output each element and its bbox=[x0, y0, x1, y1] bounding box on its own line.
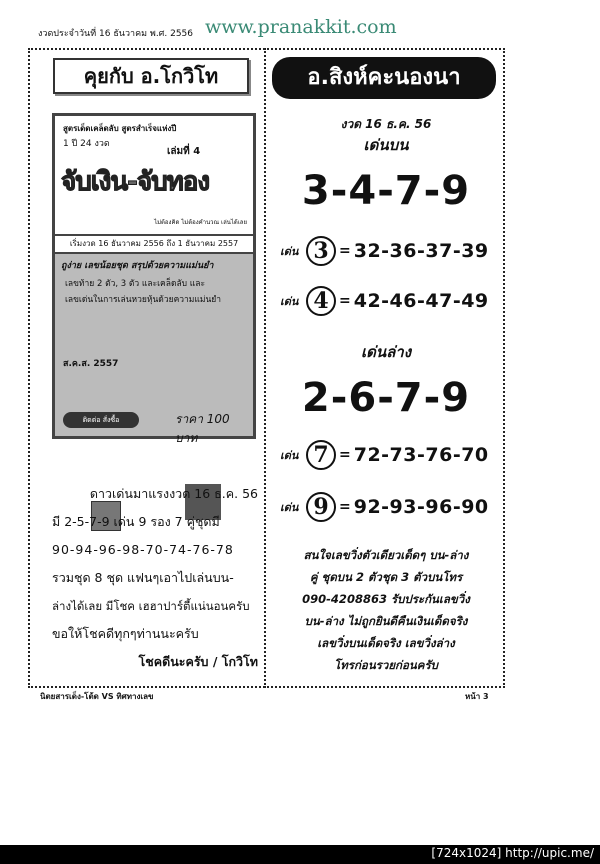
ad-line2: 1 ปี 24 งวด bbox=[63, 139, 110, 149]
lower-numbers: 2-6-7-9 bbox=[301, 375, 471, 421]
upper-label: เด่นบน bbox=[363, 136, 409, 154]
lower-row bbox=[280, 492, 489, 522]
ad-contact-button: ติดต่อ สั่งซื้อ bbox=[63, 412, 139, 428]
text-line: ดาวเด่นมาแรงงวด 16 ธ.ค. 56 bbox=[89, 486, 258, 501]
draw-date: งวด 16 ธ.ค. 56 bbox=[340, 117, 432, 131]
circled-digit: 4 bbox=[306, 286, 336, 316]
ad-tagline: ไม่ต้องคิด ไม่ต้องคำนวณ เล่นได้เลย bbox=[154, 219, 247, 226]
advertisement bbox=[52, 113, 256, 445]
row-label: เด่น bbox=[280, 295, 299, 308]
ad-issue: เล่มที่ 4 bbox=[167, 146, 201, 157]
column-divider bbox=[264, 48, 266, 688]
circled-digit: 7 bbox=[306, 440, 336, 470]
ad-text1: เลขท้าย 2 ตัว, 3 ตัว และเคล็ดลับ และ bbox=[65, 279, 206, 289]
row-numbers: 32-36-37-39 bbox=[353, 240, 489, 262]
right-column-title: อ.สิงห์คะนองนา bbox=[272, 57, 496, 99]
text-line: คู่ ชุดบน 2 ตัวชุด 3 ตัวบนโทร bbox=[309, 570, 463, 584]
text-line: รวมชุด 8 ชุด แฟนๆเอาไปเล่นบน- bbox=[52, 570, 234, 585]
row-numbers: 92-93-96-90 bbox=[353, 496, 489, 518]
watermark-bar bbox=[0, 845, 600, 864]
row-numbers: 72-73-76-70 bbox=[353, 444, 489, 466]
ad-line1: สูตรเด็ดเคล็ดลับ สูตรสำเร็จแห่งปี bbox=[63, 124, 177, 133]
text-line: ล่างได้เลย มีโชค เฮฮาปาร์ตี้แน่นอนครับ bbox=[52, 599, 250, 613]
row-label: เด่น bbox=[280, 501, 299, 514]
text-line: ขอให้โชคดีทุกๆท่านนะครับ bbox=[52, 626, 199, 641]
text-line: บน-ล่าง ไม่ถูกยินดีคืนเงินเด็ดจริง bbox=[304, 614, 468, 628]
text-line: 090-4208863 รับประกันเลขวิ่ง bbox=[302, 592, 470, 606]
text-line: 90-94-96-98-70-74-76-78 bbox=[52, 542, 234, 557]
text-line: สนใจเลขวิ่งตัวเดียวเด็ดๆ บน-ล่าง bbox=[303, 548, 469, 562]
ad-brand: จับเงิน-จับทอง bbox=[61, 167, 210, 197]
equals: = bbox=[339, 293, 351, 309]
row-numbers: 42-46-47-49 bbox=[353, 290, 489, 312]
left-column-text bbox=[52, 480, 258, 676]
ad-headline: ถูง่าย เลขน้อยชุด สรุปด้วยความแม่นยำ bbox=[61, 261, 214, 271]
page-number: หน้า 3 bbox=[465, 692, 489, 701]
upper-row bbox=[280, 236, 489, 266]
ad-dates: เริ่มงวด 16 ธันวาคม 2556 ถึง 1 ธันวาคม 2557 bbox=[55, 234, 253, 254]
ad-price: ราคา 100 บาท bbox=[175, 412, 230, 445]
equals: = bbox=[339, 499, 351, 515]
magazine-name: นิตยสารเด็ง-โต้ด VS ทิศทางเลข bbox=[40, 692, 154, 701]
watermark-text: [724x1024] http://upic.me/ bbox=[431, 846, 594, 860]
ad-text2: เลขเด่นในการเล่นหวยหุ้นด้วยความแม่นยำ bbox=[65, 295, 222, 305]
row-label: เด่น bbox=[280, 449, 299, 462]
right-column-text bbox=[272, 544, 500, 676]
text-line: มี 2-5-7-9 เด่น 9 รอง 7 คู่ชุดมี bbox=[52, 514, 220, 529]
upper-numbers: 3-4-7-9 bbox=[301, 168, 471, 214]
upper-row bbox=[280, 286, 489, 316]
lower-row bbox=[280, 440, 489, 470]
lower-label: เด่นล่าง bbox=[360, 343, 412, 361]
circled-digit: 9 bbox=[306, 492, 336, 522]
text-line: โทรก่อนรวยก่อนครับ bbox=[334, 658, 438, 672]
signature: โชคดีนะครับ / โกวิโท bbox=[138, 654, 258, 669]
circled-digit: 3 bbox=[306, 236, 336, 266]
equals: = bbox=[339, 447, 351, 463]
left-column-title: คุยกับ อ.โกวิโท bbox=[53, 58, 249, 94]
issue-date: งวดประจำวันที่ 16 ธันวาคม พ.ศ. 2556 bbox=[38, 29, 194, 39]
equals: = bbox=[339, 243, 351, 259]
row-label: เด่น bbox=[280, 245, 299, 258]
website-url[interactable]: www.pranakkit.com bbox=[205, 16, 397, 38]
text-line: เลขวิ่งบนเด็ดจริง เลขวิ่งล่าง bbox=[317, 636, 455, 650]
ad-year: ส.ค.ส. 2557 bbox=[63, 359, 119, 369]
